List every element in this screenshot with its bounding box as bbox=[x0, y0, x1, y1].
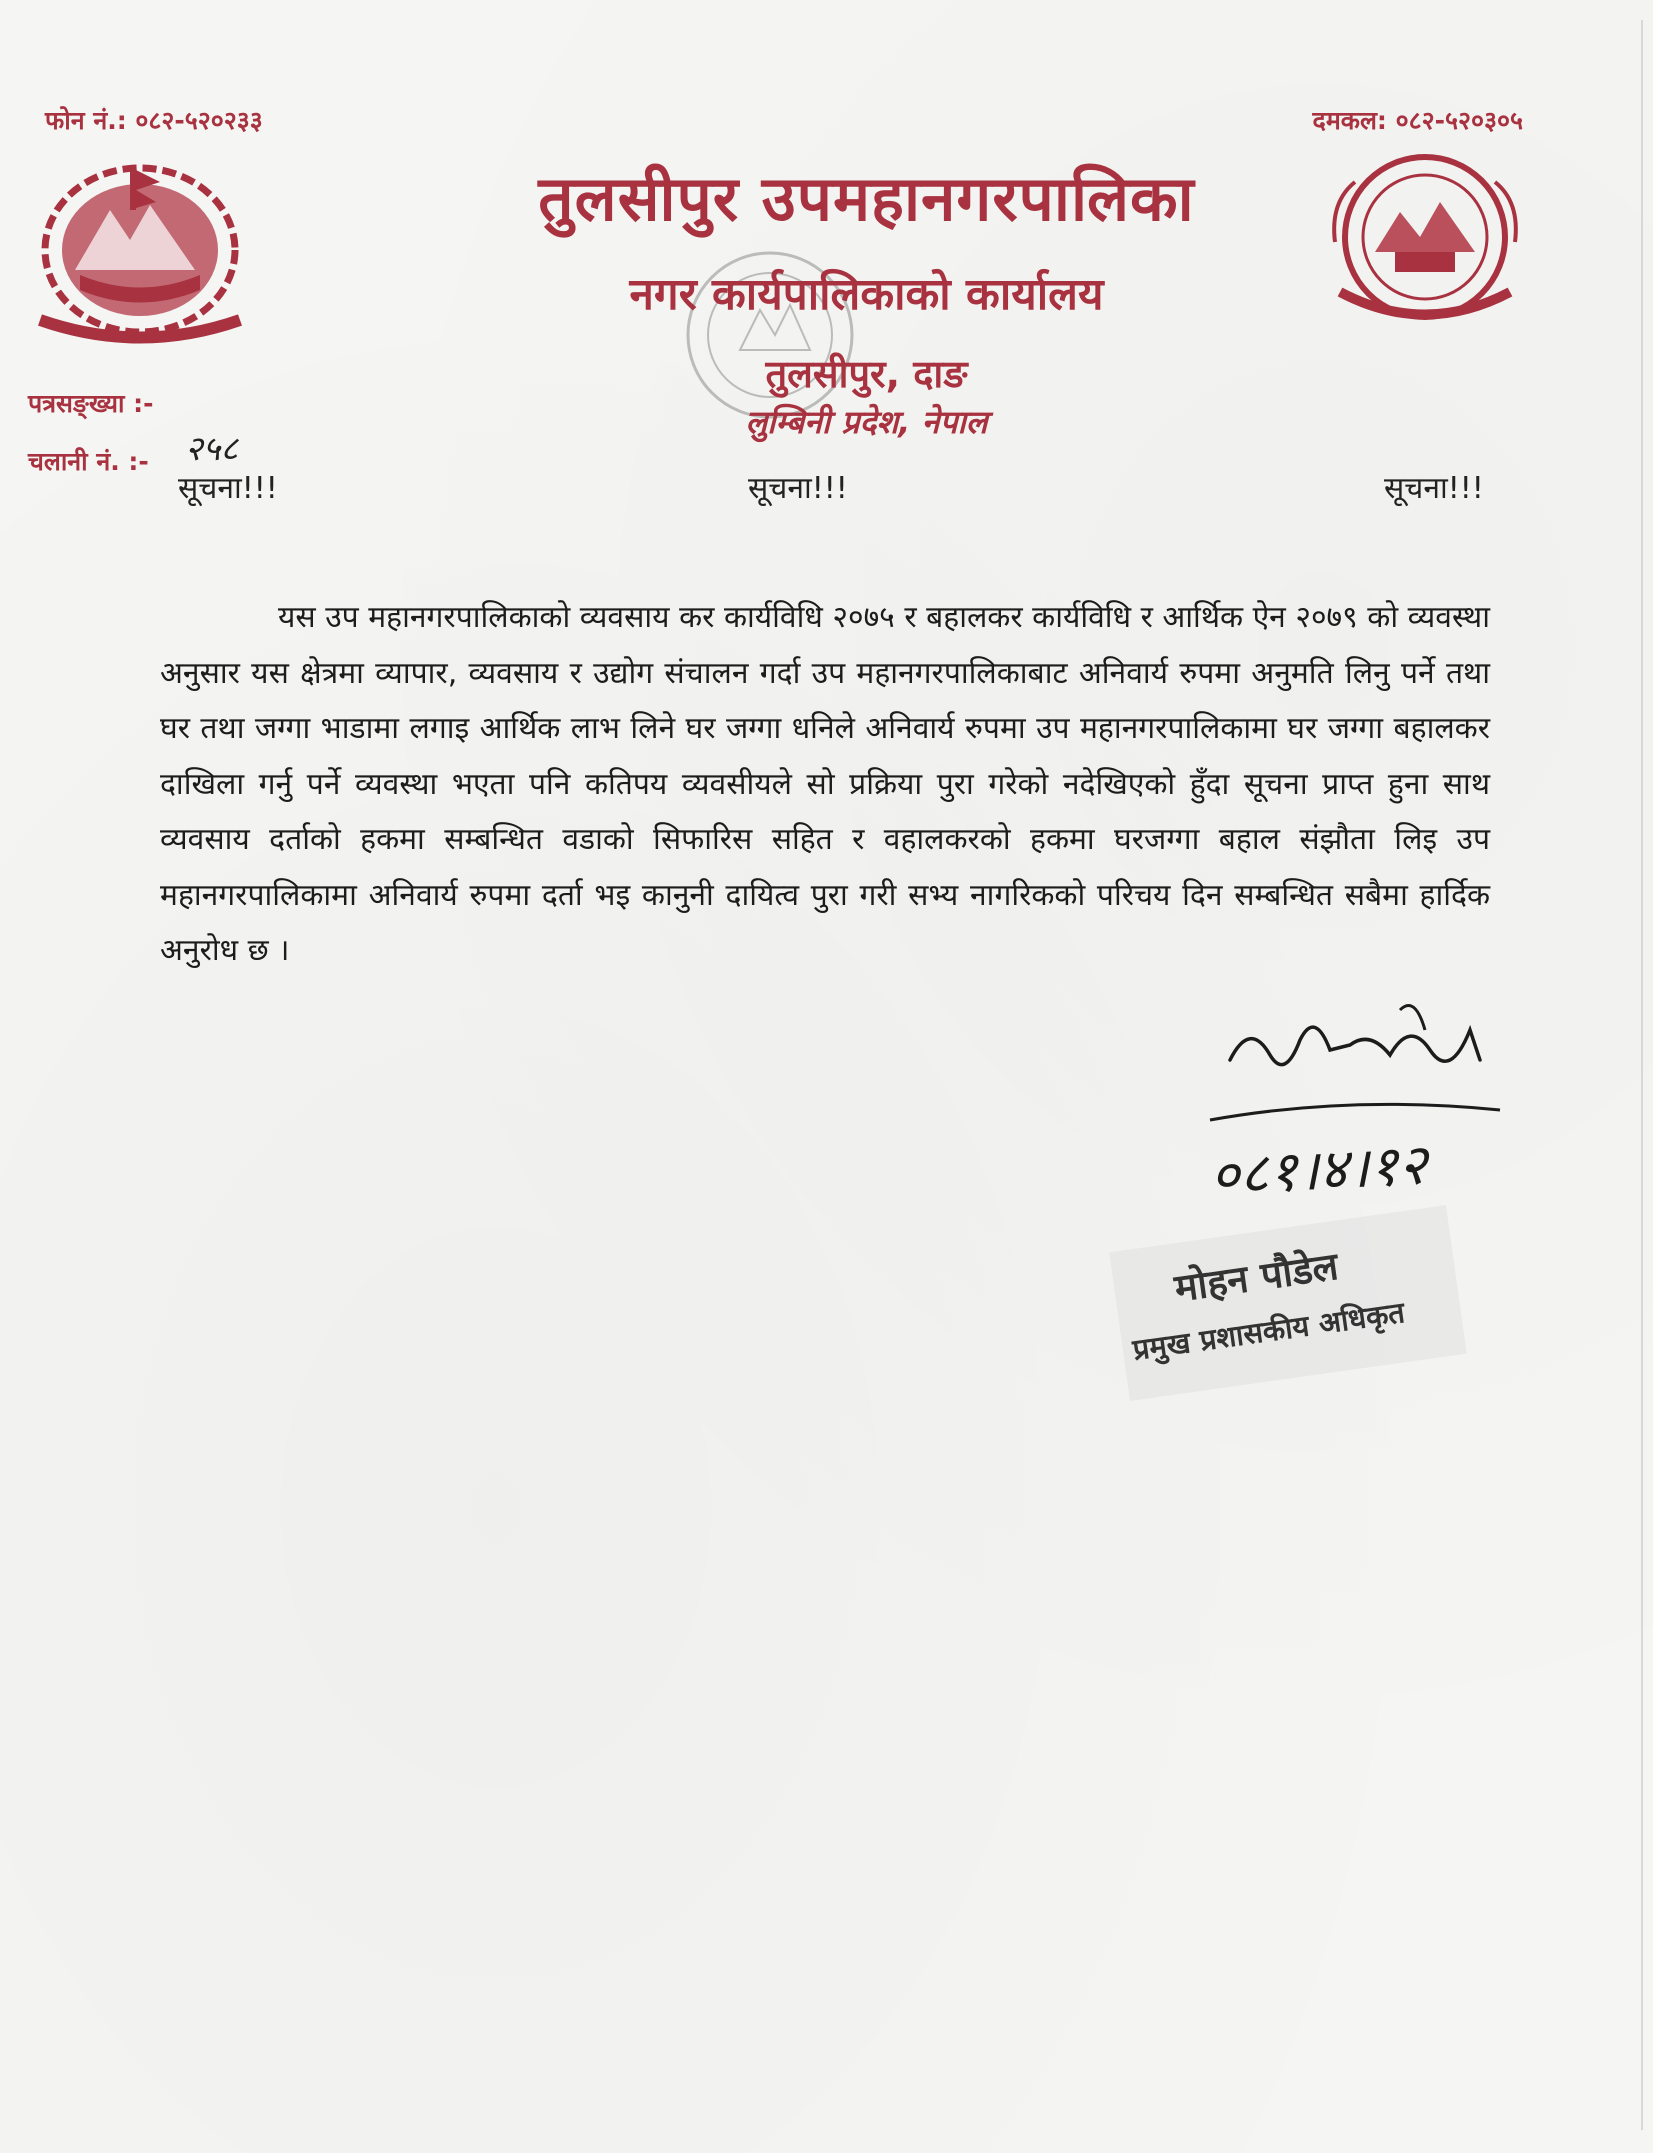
signature-date: ०८१।४।१२ bbox=[1208, 1132, 1429, 1209]
notice-heading: सूचना!!! bbox=[178, 471, 278, 506]
municipality-title: तुलसीपुर उपमहानगरपालिका bbox=[538, 162, 1195, 235]
notice-heading: सूचना!!! bbox=[1384, 471, 1484, 506]
letter-number-label: पत्रसङ्ख्या :- bbox=[28, 389, 154, 418]
notice-paragraph: यस उप महानगरपालिकाको व्यवसाय कर कार्यविधि २०७५ र बहालकर कार्यविधि र आर्थिक ऐन २०७९ को व्यवस्था अनुसार यस क्षेत्रमा व्यापार, व्यवसाय र उद्योग संचालन गर्दा उप महानगरपालिकाबाट अनिवार्य रुपमा अनुमति लिनु पर्ने तथा घर तथा जग्गा भाडामा लगाइ आर्थिक लाभ लिने घर जग्गा धनिले अनिवार्य रुपमा उप महानगरपालिकामा घर जग्गा बहालकर दाखिला गर्नु पर्ने व्यवस्था भएता पनि कतिपय व्यवसीयले सो प्रक्रिया पुरा गरेको नदेखिएको हुँदा सूचना प्राप्त हुना साथ व्यवसाय दर्ताको हकमा सम्बन्धित वडाको सिफारिस सहित र वहालकरको हकमा घरजग्गा बहाल संझौता लिइ उप महानगरपालिकामा अनिवार्य रुपमा दर्ता भइ कानुनी दायित्व पुरा गरी सभ्य नागरिकको परिचय दिन सम्बन्धित सबैमा हार्दिक अनुरोध छ । bbox=[160, 600, 1490, 968]
officer-name: मोहन पौडेल bbox=[1171, 1243, 1341, 1311]
page-edge-divider bbox=[1641, 20, 1643, 2130]
dispatch-number-label: चलानी नं. :- bbox=[28, 447, 149, 476]
office-title: नगर कार्यपालिकाको कार्यालय bbox=[629, 269, 1104, 320]
location-line: तुलसीपुर, दाङ bbox=[765, 352, 968, 396]
fire-brigade-number: दमकल: ०८२-५२०३०५ bbox=[1312, 106, 1523, 135]
dispatch-number-value: २५८ bbox=[185, 429, 239, 469]
officer-title: प्रमुख प्रशासकीय अधिकृत bbox=[1130, 1295, 1407, 1367]
province-line: लुम्बिनी प्रदेश, नेपाल bbox=[745, 403, 988, 441]
notice-body bbox=[160, 590, 1490, 979]
phone-number: फोन नं.: ०८२-५२०२३३ bbox=[45, 106, 263, 135]
notice-heading: सूचना!!! bbox=[748, 471, 848, 506]
